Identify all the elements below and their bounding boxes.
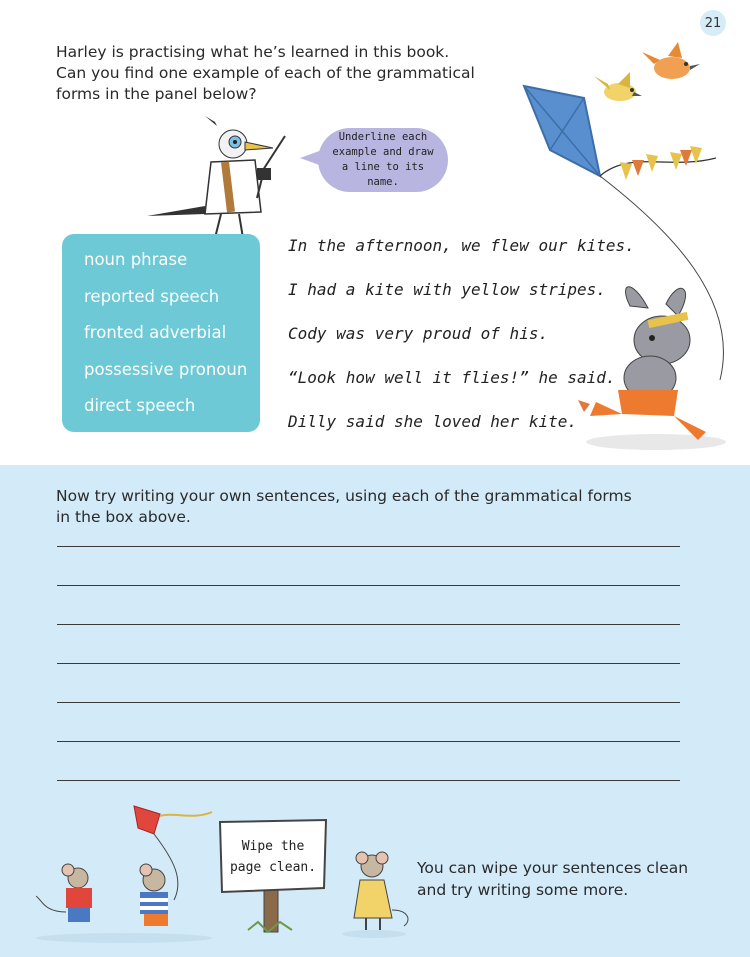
mouse-red-shirt-icon: [36, 864, 92, 922]
writing-line[interactable]: [57, 546, 680, 547]
sentence-2[interactable]: I had a kite with yellow stripes.: [288, 280, 606, 299]
sentence-1[interactable]: In the afternoon, we flew our kites.: [288, 236, 635, 255]
speech-bubble-text: Underline each example and draw a line to its name.: [332, 131, 434, 188]
wipe-note-line-1: You can wipe your sentences clean: [417, 859, 689, 877]
form-item-noun-phrase: noun phrase: [84, 250, 188, 269]
harley-bird-illustration: [145, 116, 295, 246]
writing-instruction-line-2: in the box above.: [56, 508, 191, 526]
writing-line[interactable]: [57, 702, 680, 703]
form-item-possessive-pronoun: possessive pronoun: [84, 359, 248, 379]
intro-text: [56, 42, 496, 105]
intro-line-2: Can you find one example of each of the grammatical: [56, 64, 475, 82]
page-number: 21: [700, 10, 726, 36]
speech-bubble: [318, 128, 448, 192]
mice-kite-illustration: [34, 800, 224, 945]
orange-bird-icon: [642, 42, 700, 79]
sentence-3[interactable]: Cody was very proud of his.: [288, 324, 549, 343]
wipe-note-line-2: and try writing some more.: [417, 881, 629, 899]
form-item-fronted-adverbial: fronted adverbial: [84, 323, 227, 342]
grammatical-forms-panel: [62, 234, 260, 432]
writing-instruction-line-1: Now try writing your own sentences, using each of the grammatical forms: [56, 487, 632, 505]
writing-line[interactable]: [57, 780, 680, 781]
example-sentences: [288, 232, 635, 452]
writing-line[interactable]: [57, 741, 680, 742]
writing-line[interactable]: [57, 663, 680, 664]
intro-line-1: Harley is practising what he’s learned in this book.: [56, 43, 450, 61]
form-item-direct-speech: direct speech: [84, 396, 196, 415]
mouse-yellow-dress-illustration: [338, 850, 418, 940]
form-item-reported-speech: reported speech: [84, 286, 220, 306]
sentence-4[interactable]: “Look how well it flies!” he said.: [288, 368, 616, 387]
writing-line[interactable]: [57, 624, 680, 625]
sign-text: Wipe the page clean.: [229, 839, 317, 875]
wipe-note: [417, 857, 717, 901]
writing-line[interactable]: [57, 585, 680, 586]
writing-instruction: [56, 486, 656, 528]
sentence-5[interactable]: Dilly said she loved her kite.: [288, 412, 577, 431]
intro-line-3: forms in the panel below?: [56, 85, 257, 103]
red-kite-icon: [134, 806, 160, 834]
mouse-striped-shirt-icon: [140, 864, 168, 926]
